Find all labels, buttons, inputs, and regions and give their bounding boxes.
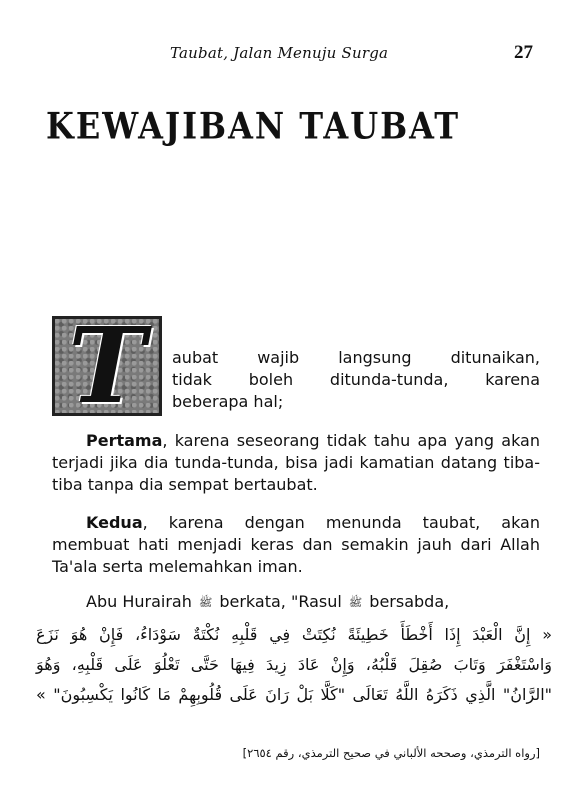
running-head-title: Taubat, Jalan Menuju Surga	[170, 44, 389, 62]
intro-paragraph	[172, 347, 540, 413]
arabic-line: وَاسْتَغْفَرَ وَتَابَ صُقِلَ قَلْبُهُ، وَإِنْ عَادَ زِيدَ فِيهَا حَتَّى تَعْلُوَ عَلَى قَلْبِهِ، وَهُوَ	[36, 655, 552, 674]
paragraph-second-reason	[52, 512, 540, 578]
intro-line: beberapa hal;	[172, 392, 284, 411]
honorific-glyph: ﷺ	[348, 596, 363, 609]
chapter-title: KEWAJIBAN TAUBAT	[46, 104, 461, 148]
arabic-line: "الرَّانُ" الَّذِي ذَكَرَهُ اللَّهُ تَعَالَى "كَلَّا بَلْ رَانَ عَلَى قُلُوبِهِمْ مَا كَانُوا يَكْسِبُونَ" »	[36, 685, 552, 704]
drop-cap-box	[52, 304, 162, 427]
paragraph-first-reason	[52, 430, 540, 496]
narrator-name: Abu Hurairah	[86, 592, 192, 611]
drop-cap-letter: T	[68, 304, 146, 427]
intro-line: tidak boleh ditunda-tunda, karena	[172, 370, 540, 389]
hadith-source-citation: [رواه الترمذي، وصححه الألباني في صحيح الترمذي، رقم ٢٦٥٤]	[242, 746, 540, 760]
hadith-intro	[86, 591, 546, 614]
first-reason-label: Pertama	[86, 431, 163, 450]
arabic-hadith-text	[36, 620, 552, 710]
second-reason-label: Kedua	[86, 513, 143, 532]
hadith-intro-mid: berkata, "Rasul	[219, 592, 342, 611]
hadith-intro-end: bersabda,	[369, 592, 450, 611]
arabic-line: « إِنَّ الْعَبْدَ إِذَا أَخْطَأَ خَطِيئَةً نُكِتَتْ فِي قَلْبِهِ نُكْتَةٌ سَوْدَاءُ، فَإِنْ هُوَ نَزَعَ	[36, 625, 552, 644]
intro-line: aubat wajib langsung ditunaikan,	[172, 348, 540, 367]
second-reason-text: , karena dengan menunda taubat, akan membuat hati menjadi keras dan semakin jauh dari Allah Ta'ala serta melemahkan iman.	[52, 513, 540, 576]
honorific-glyph: ﷺ	[198, 596, 213, 609]
page-number: 27	[514, 42, 533, 63]
first-reason-text: , karena seseorang tidak tahu apa yang akan terjadi jika dia tunda-tunda, bisa jadi kamatian datang tiba-tiba tanpa dia sempat bertaubat.	[52, 431, 540, 494]
